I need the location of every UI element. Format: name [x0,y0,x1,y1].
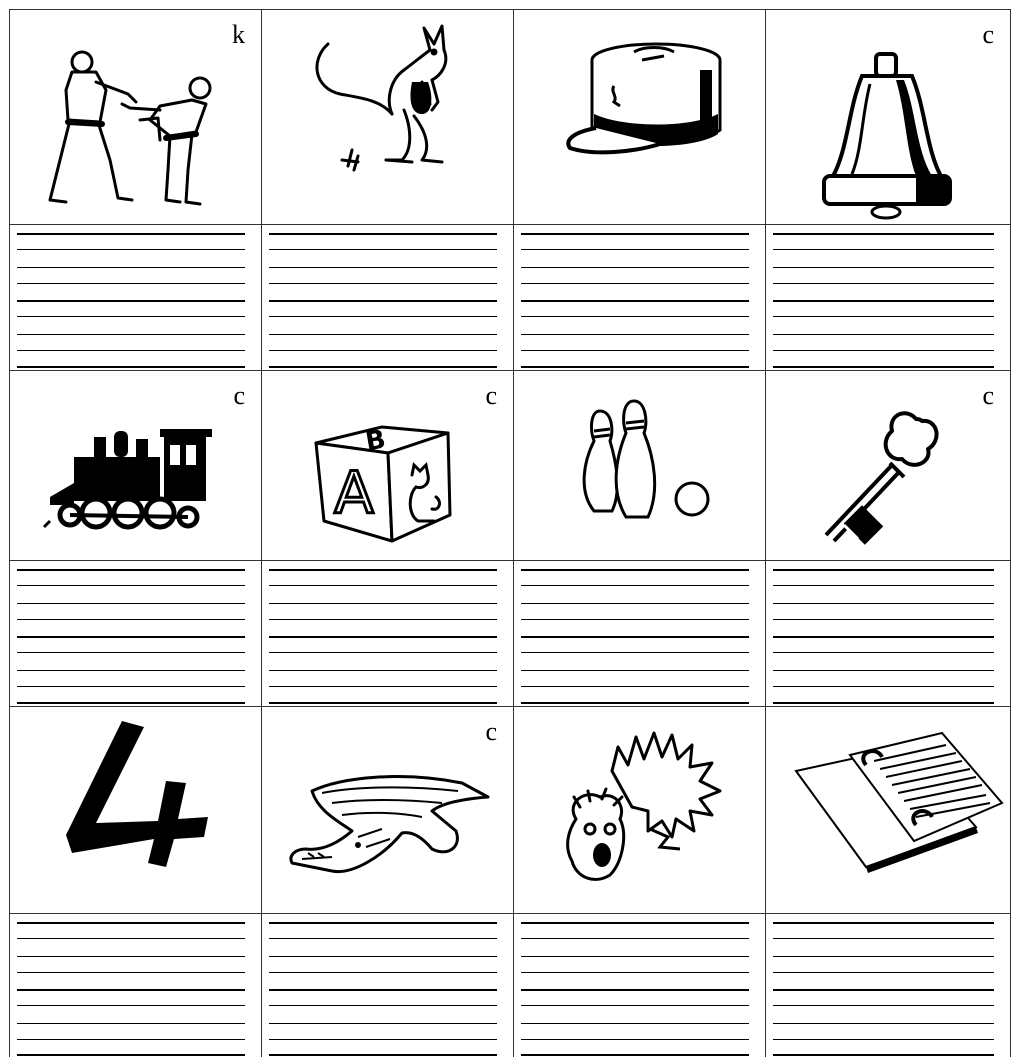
hint-letter: k [232,20,245,49]
svg-text:B: B [363,424,389,458]
bell-icon [766,10,1010,224]
picture-cell-karate [10,10,261,224]
writing-lines [766,914,1010,1057]
number-four-icon [10,707,261,913]
writing-lines [10,225,261,370]
writing-lines [766,225,1010,370]
picture-cell-binder [766,707,1010,913]
picture-cell-shout [514,707,765,913]
key-icon [766,371,1010,560]
kangaroo-icon [262,10,513,224]
writing-lines [10,561,261,706]
bowling-pins-icon [514,371,765,560]
picture-cell-block [262,371,513,560]
hint-letter: c [982,381,994,410]
shouting-face-icon [514,707,765,913]
picture-cell-locomotive [10,371,261,560]
alphabet-block-icon [262,371,513,560]
writing-lines [262,225,513,370]
writing-lines [514,914,765,1057]
hint-letter: c [233,381,245,410]
picture-cell-key [766,371,1010,560]
ring-binder-icon [766,707,1010,913]
hint-letter: c [485,381,497,410]
svg-text:A: A [334,459,374,527]
writing-lines [514,561,765,706]
hint-letter: c [982,20,994,49]
karate-fighters-icon [10,10,261,224]
writing-lines [262,914,513,1057]
kepi-cap-icon [514,10,765,224]
locomotive-icon [10,371,261,560]
picture-cell-bell [766,10,1010,224]
hint-letter: c [485,717,497,746]
writing-lines [766,561,1010,706]
worksheet [9,9,1011,1057]
writing-lines [514,225,765,370]
crocodile-icon [262,707,513,913]
picture-cell-crocodile [262,707,513,913]
picture-cell-kangaroo [262,10,513,224]
picture-cell-bowling [514,371,765,560]
picture-cell-kepi [514,10,765,224]
writing-lines [10,914,261,1057]
picture-cell-four [10,707,261,913]
writing-lines [262,561,513,706]
